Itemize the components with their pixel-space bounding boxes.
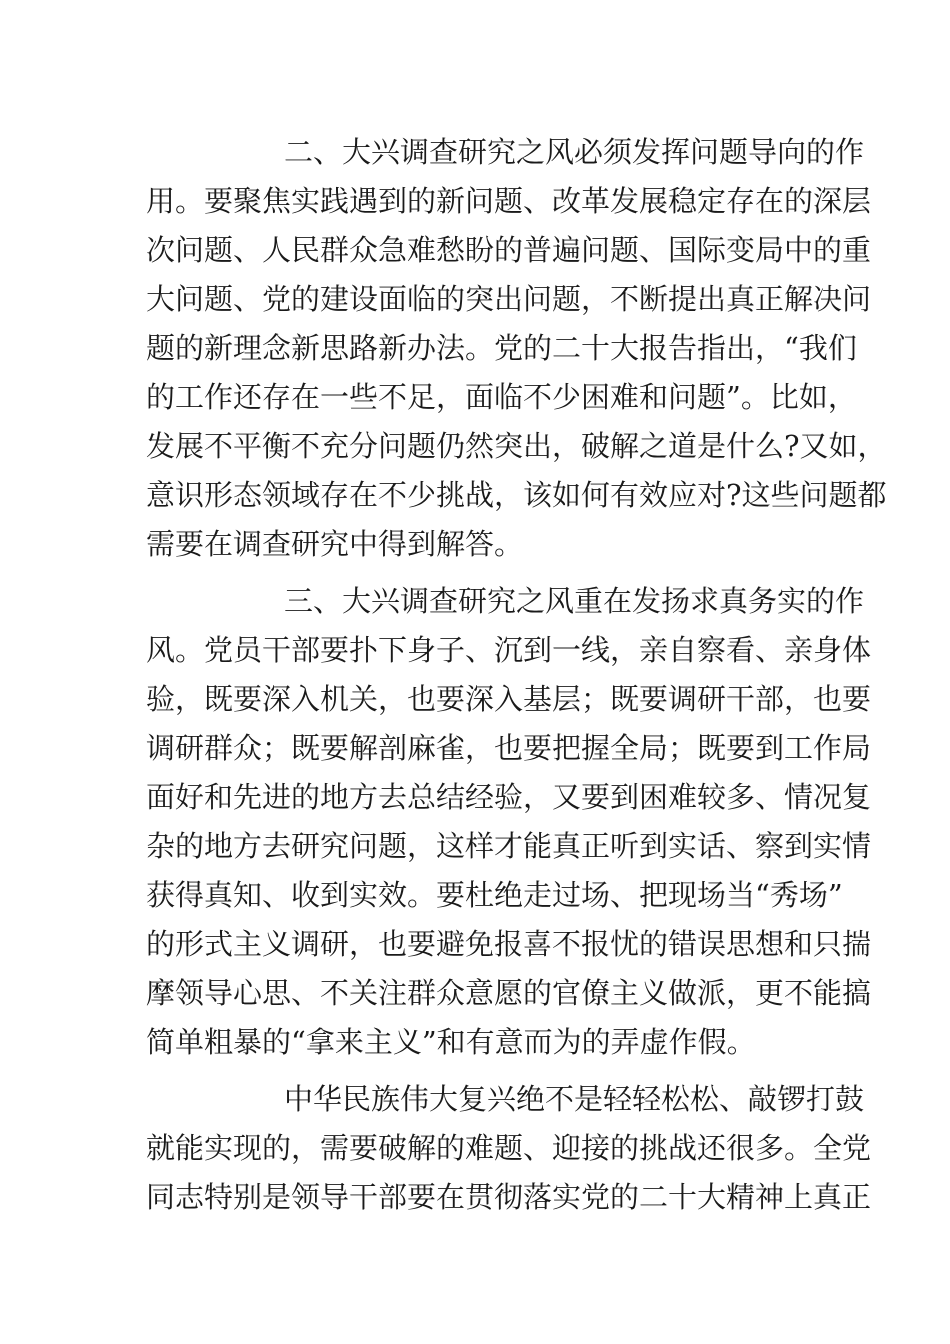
paragraph-1-line-6: 的工作还存在一些不足，面临不少困难和问题”。比如，	[146, 380, 857, 414]
paragraph-2-line-6: 杂的地方去研究问题，这样才能真正听到实话、察到实情	[146, 829, 872, 863]
paragraph-1-line-3: 次问题、人民群众急难愁盼的普遍问题、国际变局中的重	[146, 233, 872, 267]
paragraph-2-line-10: 简单粗暴的“拿来主义”和有意而为的弄虚作假。	[146, 1025, 756, 1059]
paragraph-1-line-5: 题的新理念新思路新办法。党的二十大报告指出，“我们	[146, 331, 857, 365]
paragraph-2-line-3: 验，既要深入机关，也要深入基层；既要调研干部，也要	[146, 682, 872, 716]
paragraph-1-line-9: 需要在调查研究中得到解答。	[146, 527, 524, 561]
paragraph-2-line-9: 摩领导心思、不关注群众意愿的官僚主义做派，更不能搞	[146, 976, 872, 1010]
paragraph-2-line-7: 获得真知、收到实效。要杜绝走过场、把现场当“秀场”	[146, 878, 843, 912]
paragraph-3-line-3: 同志特别是领导干部要在贯彻落实党的二十大精神上真正	[146, 1180, 872, 1214]
paragraph-1-line-7: 发展不平衡不充分问题仍然突出，破解之道是什么?又如，	[146, 429, 887, 463]
paragraph-1-line-4: 大问题、党的建设面临的突出问题，不断提出真正解决问	[146, 282, 872, 316]
paragraph-2-line-8: 的形式主义调研，也要避免报喜不报忧的错误思想和只揣	[146, 927, 872, 961]
paragraph-3-line-2: 就能实现的，需要破解的难题、迎接的挑战还很多。全党	[146, 1131, 872, 1165]
paragraph-1-line-2: 用。要聚焦实践遇到的新问题、改革发展稳定存在的深层	[146, 184, 872, 218]
paragraph-2-line-2: 风。党员干部要扑下身子、沉到一线，亲自察看、亲身体	[146, 633, 872, 667]
paragraph-1-line-1: 二、大兴调查研究之风必须发挥问题导向的作	[284, 135, 865, 169]
paragraph-2-line-4: 调研群众；既要解剖麻雀，也要把握全局；既要到工作局	[146, 731, 872, 765]
paragraph-1-line-8: 意识形态领域存在不少挑战，该如何有效应对?这些问题都	[146, 478, 887, 512]
paragraph-3-line-1: 中华民族伟大复兴绝不是轻轻松松、敲锣打鼓	[284, 1082, 865, 1116]
paragraph-2-line-5: 面好和先进的地方去总结经验，又要到困难较多、情况复	[146, 780, 872, 814]
paragraph-2-line-1: 三、大兴调查研究之风重在发扬求真务实的作	[284, 584, 865, 618]
